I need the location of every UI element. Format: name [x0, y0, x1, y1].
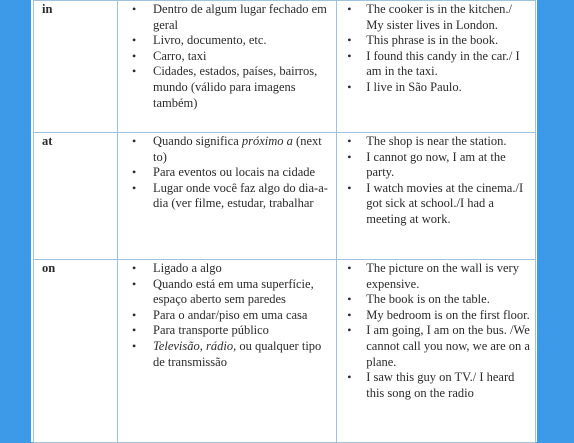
list-item: • Dentro de algum lugar fechado em geral	[122, 2, 332, 33]
prepositions-table	[33, 0, 536, 443]
meaning-text: Televisão, rádio, ou qualquer tipo de transmissão	[153, 338, 322, 369]
list-item: • I am going, I am on the bus. /We cannot call you now, we are on a plane.	[341, 323, 531, 370]
meaning-cell	[118, 260, 337, 443]
meaning-list	[122, 261, 332, 370]
list-item: • Quando está em uma superfície, espaço aberto sem paredes	[122, 277, 332, 308]
list-item: • The book is on the table.	[341, 292, 531, 308]
list-item: • I found this candy in the car./ I am in the taxi.	[341, 49, 531, 80]
list-item: • I live in São Paulo.	[341, 80, 531, 96]
list-item: • I cannot go now, I am at the party.	[341, 150, 531, 181]
list-item: • The picture on the wall is very expensive.	[341, 261, 531, 292]
list-item: • Para transporte público	[122, 323, 332, 339]
emphasis-text: Televisão, rádio,	[153, 338, 237, 353]
preposition-cell	[34, 133, 118, 260]
meaning-text: Quando significa próximo a (next to)	[153, 134, 322, 164]
preposition-label: on	[42, 261, 56, 275]
list-item: • Cidades, estados, países, bairros, mundo (válido para imagens também)	[122, 64, 332, 111]
example-list	[341, 2, 531, 96]
preposition-label: in	[42, 2, 53, 16]
list-item: • I saw this guy on TV./ I heard this song on the radio	[341, 370, 531, 401]
list-item: • The cooker is in the kitchen./ My sister lives in London.	[341, 2, 531, 33]
table-row-in	[34, 1, 536, 133]
list-item: • The shop is near the station.	[341, 134, 531, 150]
list-item: • Carro, taxi	[122, 49, 332, 65]
list-item: • Para o andar/piso em uma casa	[122, 308, 332, 324]
example-cell	[337, 133, 536, 260]
example-list	[341, 134, 531, 228]
list-item: • Ligado a algo	[122, 261, 332, 277]
document-page	[31, 0, 537, 442]
table-row-on	[34, 260, 536, 443]
list-item	[122, 339, 332, 370]
list-item: • Para eventos ou locais na cidade	[122, 165, 332, 181]
preposition-cell	[34, 1, 118, 133]
list-item: • My bedroom is on the first floor.	[341, 308, 531, 324]
list-item: • Lugar onde você faz algo do dia-a-dia (ver filme, estudar, trabalhar	[122, 181, 332, 212]
meaning-cell	[118, 1, 337, 133]
table-row-at	[34, 133, 536, 260]
emphasis-text: próximo a	[241, 134, 293, 148]
list-item: • Livro, documento, etc.	[122, 33, 332, 49]
preposition-label: at	[42, 134, 53, 148]
meaning-list	[122, 134, 332, 212]
list-item: • I watch movies at the cinema./I got sick at school./I had a meeting at work.	[341, 181, 531, 228]
list-item	[122, 134, 332, 165]
list-item: • This phrase is in the book.	[341, 33, 531, 49]
preposition-cell	[34, 260, 118, 443]
meaning-cell	[118, 133, 337, 260]
example-list	[341, 261, 531, 401]
example-cell	[337, 1, 536, 133]
meaning-list	[122, 2, 332, 111]
example-cell	[337, 260, 536, 443]
